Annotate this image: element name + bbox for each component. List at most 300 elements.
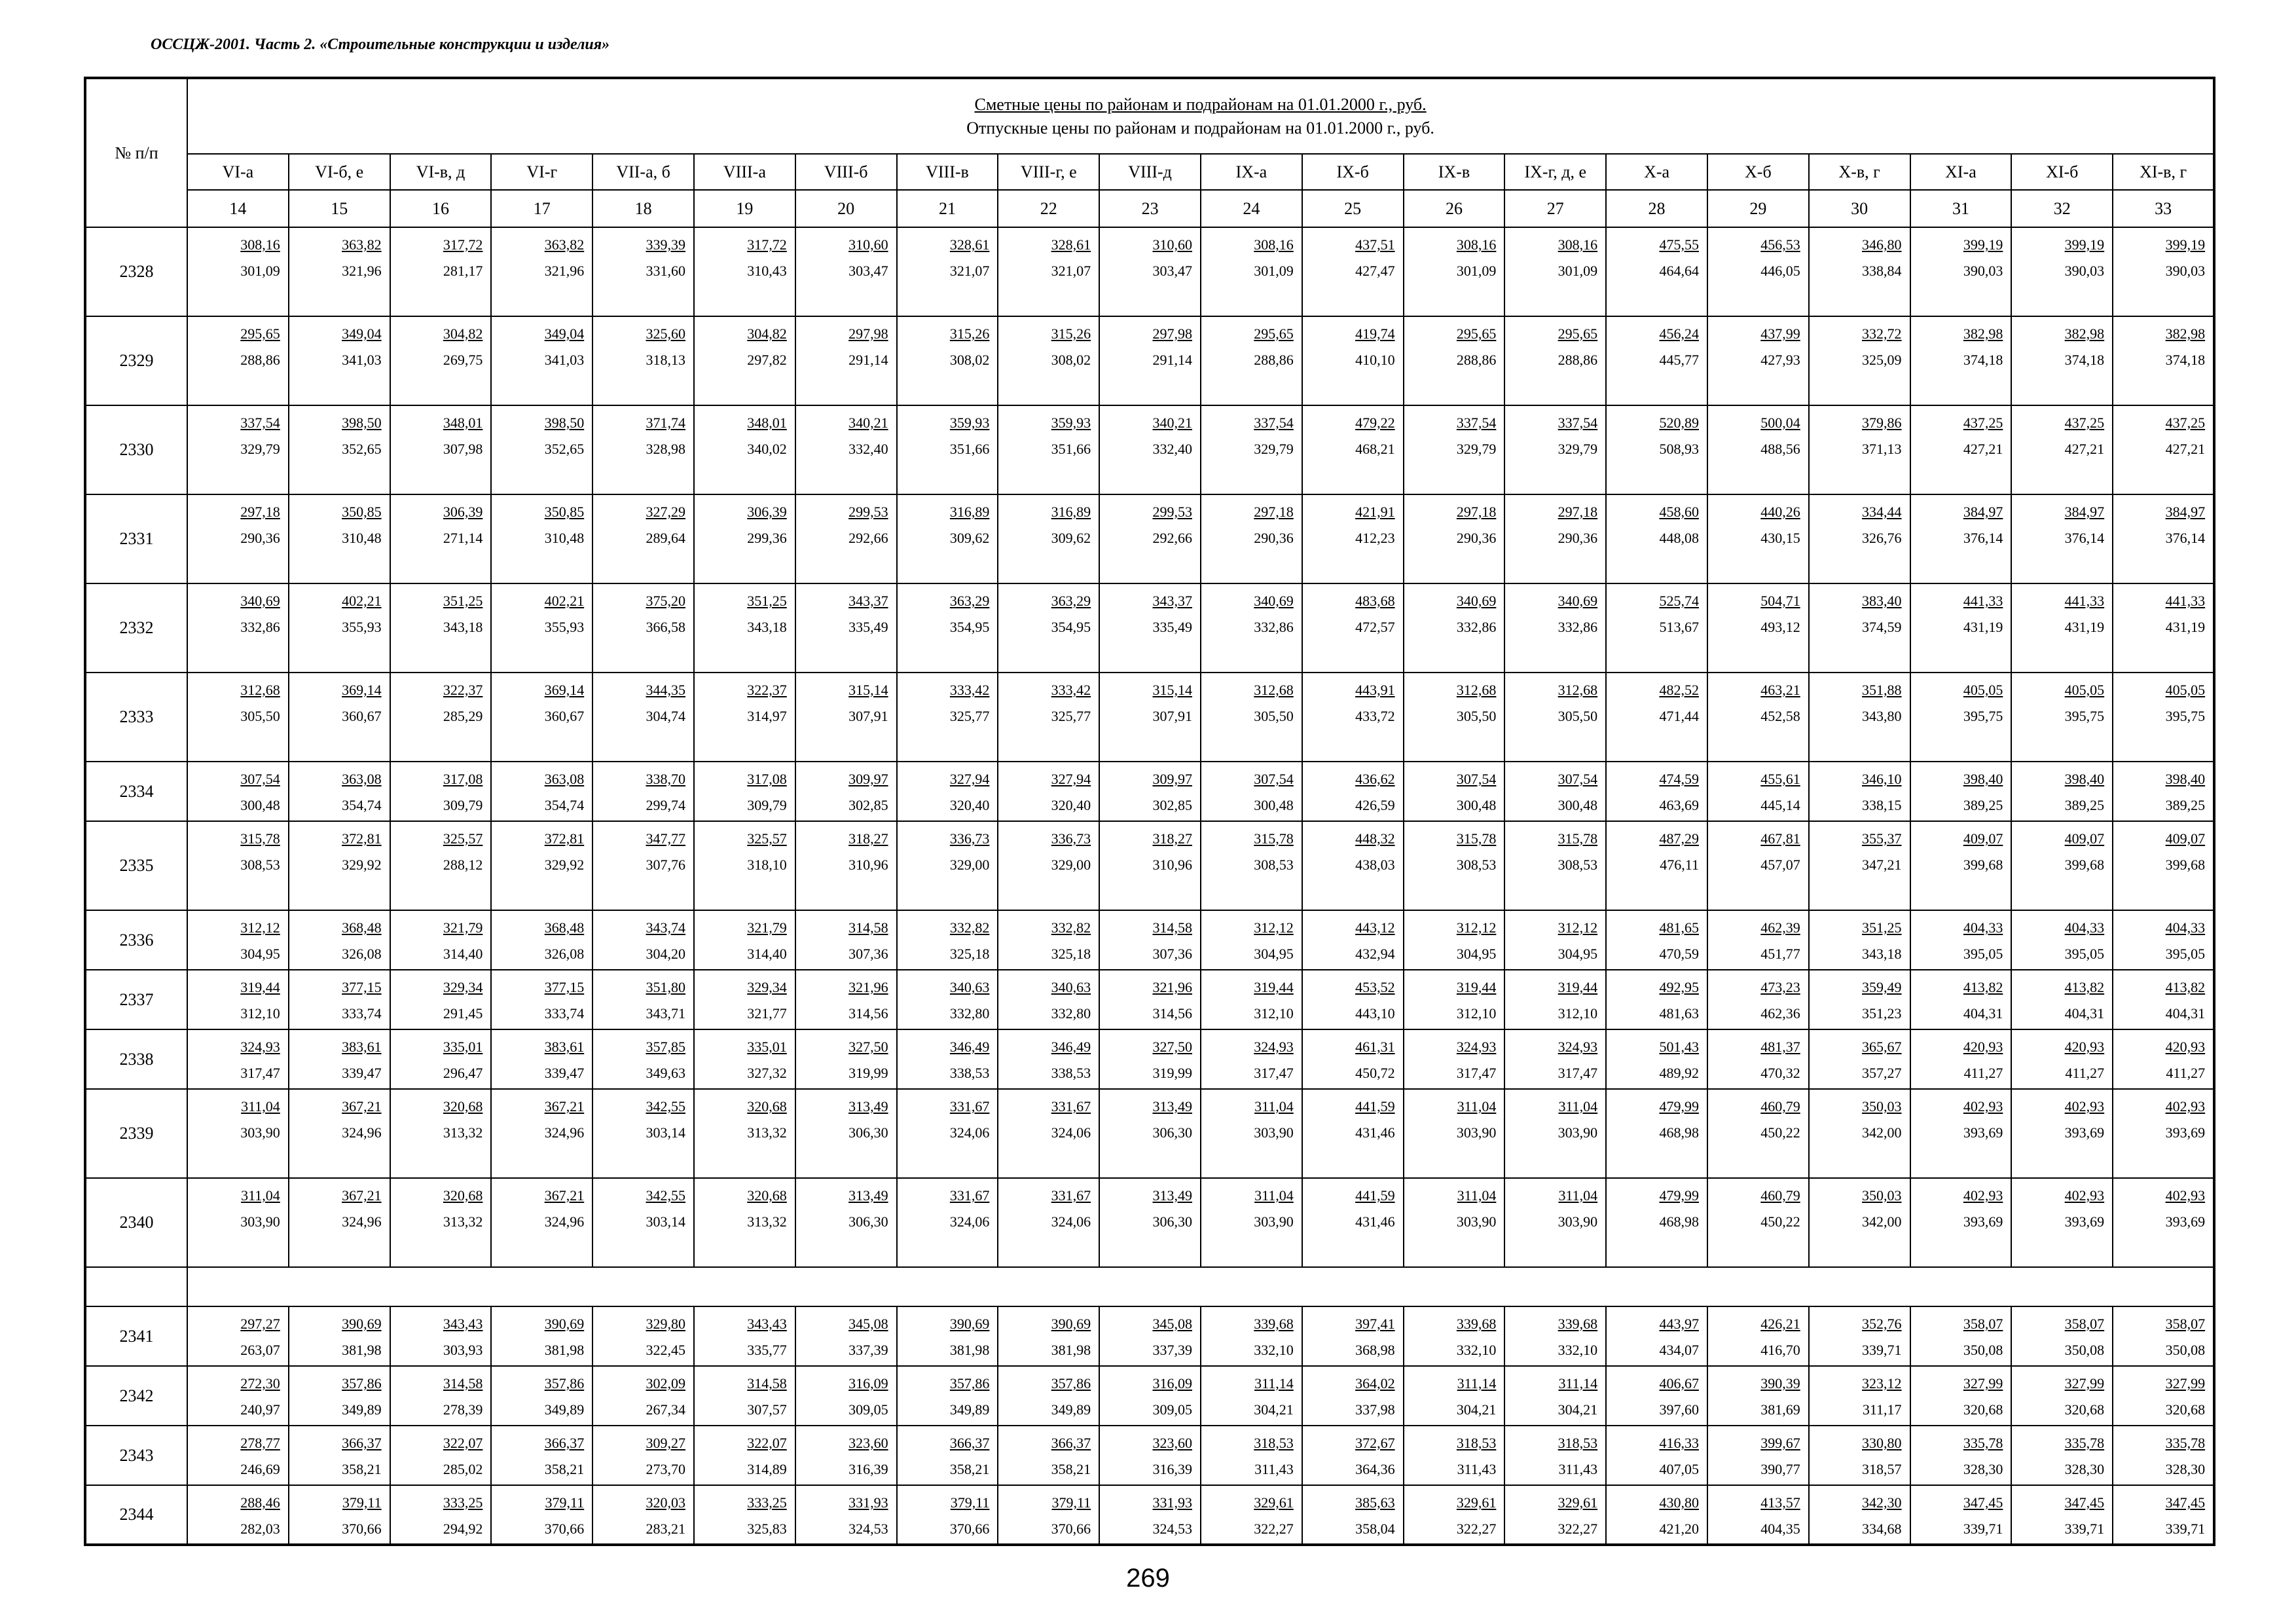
otp-price: 246,69 [240, 1461, 280, 1477]
smet-price: 437,99 [1760, 325, 1800, 342]
otp-price: 430,15 [1760, 530, 1800, 546]
price-cell [1201, 1485, 1302, 1545]
smet-price: 307,54 [1254, 771, 1294, 787]
smet-price: 318,53 [1558, 1435, 1598, 1451]
otp-price: 443,10 [1355, 1005, 1395, 1022]
smet-price: 302,09 [646, 1375, 685, 1392]
price-cell [1606, 583, 1707, 673]
price-cell [1099, 227, 1201, 316]
price-cell [2113, 673, 2214, 762]
district-header: IX-а [1201, 154, 1302, 190]
price-cell [2113, 1089, 2214, 1178]
price-cell [795, 227, 897, 316]
smet-price: 343,74 [646, 919, 685, 936]
price-cell [1910, 316, 2012, 405]
price-cell [2113, 1366, 2214, 1426]
otp-price: 350,08 [1963, 1342, 2003, 1358]
smet-price: 327,29 [646, 504, 685, 520]
otp-price: 332,10 [1254, 1342, 1294, 1358]
smet-price: 313,49 [1152, 1187, 1192, 1204]
smet-price: 311,14 [1254, 1375, 1294, 1392]
smet-price: 404,33 [2064, 919, 2105, 936]
otp-price: 310,48 [342, 530, 382, 546]
otp-price: 462,36 [1760, 1005, 1800, 1022]
smet-price: 329,80 [646, 1316, 685, 1332]
smet-price: 311,04 [241, 1098, 280, 1115]
otp-price: 302,85 [1152, 797, 1192, 813]
price-cell [1910, 821, 2012, 910]
smet-price: 448,32 [1355, 830, 1395, 847]
smet-price: 331,67 [1051, 1098, 1091, 1115]
otp-price: 308,53 [240, 857, 280, 873]
price-cell [1201, 673, 1302, 762]
price-cell [1201, 316, 1302, 405]
smet-price: 385,63 [1355, 1494, 1395, 1511]
smet-price: 311,04 [241, 1187, 280, 1204]
price-cell [1707, 494, 1809, 583]
smet-price: 320,68 [747, 1098, 787, 1115]
price-cell [998, 1426, 1099, 1485]
otp-price: 332,10 [1558, 1342, 1598, 1358]
otp-price: 329,79 [1558, 441, 1598, 457]
price-cell [390, 1366, 492, 1426]
otp-price: 446,05 [1760, 263, 1800, 279]
smet-price: 297,18 [240, 504, 280, 520]
price-cell [1099, 316, 1201, 405]
smet-price: 346,49 [1051, 1039, 1091, 1055]
smet-price: 346,10 [1862, 771, 1902, 787]
otp-price: 325,83 [747, 1521, 787, 1537]
price-cell [187, 910, 289, 970]
smet-price: 328,61 [1051, 236, 1091, 253]
smet-price: 314,58 [747, 1375, 787, 1392]
otp-price: 322,27 [1254, 1521, 1294, 1537]
otp-price: 407,05 [1659, 1461, 1699, 1477]
district-header: VIII-б [795, 154, 897, 190]
smet-price: 317,08 [747, 771, 787, 787]
smet-price: 379,11 [950, 1494, 990, 1511]
smet-price: 338,70 [646, 771, 685, 787]
otp-price: 339,71 [2165, 1521, 2206, 1537]
price-cell [289, 1178, 390, 1267]
smet-price: 363,29 [1051, 593, 1091, 609]
smet-price: 379,86 [1862, 415, 1902, 431]
row-number: 2342 [85, 1366, 187, 1426]
price-cell [187, 673, 289, 762]
smet-price: 272,30 [240, 1375, 280, 1392]
price-cell [694, 1366, 795, 1426]
row-number: 2331 [85, 494, 187, 583]
smet-price: 441,33 [2064, 593, 2105, 609]
price-cell [1302, 1029, 1404, 1089]
price-cell [795, 405, 897, 494]
price-cell [491, 673, 592, 762]
smet-price: 306,39 [747, 504, 787, 520]
price-cell [1504, 762, 1606, 821]
smet-price: 316,09 [1152, 1375, 1192, 1392]
smet-price: 402,93 [2165, 1098, 2206, 1115]
otp-price: 306,30 [848, 1213, 888, 1230]
price-cell [2011, 910, 2113, 970]
otp-price: 288,86 [1456, 352, 1497, 368]
price-cell [491, 227, 592, 316]
price-cell [998, 910, 1099, 970]
otp-price: 305,50 [1254, 708, 1294, 724]
smet-price: 343,43 [443, 1316, 483, 1332]
price-cell [1606, 1366, 1707, 1426]
price-cell [592, 583, 694, 673]
price-cell [2113, 1426, 2214, 1485]
price-cell [2113, 910, 2214, 970]
price-cell [694, 1426, 795, 1485]
otp-price: 303,90 [240, 1124, 280, 1141]
otp-price: 381,98 [949, 1342, 990, 1358]
otp-price: 313,32 [747, 1213, 787, 1230]
smet-price: 340,21 [1152, 415, 1192, 431]
row-number: 2332 [85, 583, 187, 673]
smet-price: 324,93 [1456, 1039, 1497, 1055]
otp-price: 349,89 [544, 1401, 585, 1418]
otp-price: 451,77 [1760, 946, 1800, 962]
smet-price: 372,67 [1355, 1435, 1395, 1451]
row-number: 2340 [85, 1178, 187, 1267]
smet-price: 349,04 [544, 325, 585, 342]
smet-price: 384,97 [1963, 504, 2003, 520]
otp-price: 343,18 [443, 619, 483, 635]
otp-price: 374,18 [2165, 352, 2206, 368]
smet-price: 325,60 [646, 325, 685, 342]
smet-price: 297,18 [1254, 504, 1294, 520]
price-cell [289, 821, 390, 910]
otp-price: 313,32 [443, 1124, 483, 1141]
price-cell [1504, 1366, 1606, 1426]
otp-price: 404,31 [1963, 1005, 2003, 1022]
price-cell [592, 762, 694, 821]
price-cell [1910, 673, 2012, 762]
otp-price: 303,90 [1254, 1213, 1294, 1230]
price-cell [1910, 227, 2012, 316]
price-cell [1606, 1029, 1707, 1089]
smet-price: 331,67 [949, 1187, 990, 1204]
smet-price: 323,60 [1152, 1435, 1192, 1451]
price-cell [1404, 316, 1505, 405]
otp-price: 302,85 [848, 797, 888, 813]
otp-price: 303,90 [1558, 1124, 1598, 1141]
otp-price: 427,21 [1963, 441, 2003, 457]
smet-price: 333,25 [747, 1494, 787, 1511]
otp-price: 290,36 [1456, 530, 1497, 546]
price-cell [187, 1089, 289, 1178]
otp-price: 303,90 [1456, 1124, 1497, 1141]
row-number: 2338 [85, 1029, 187, 1089]
smet-price: 336,73 [949, 830, 990, 847]
smet-price: 321,96 [848, 979, 888, 995]
price-cell [998, 673, 1099, 762]
price-cell [2113, 1485, 2214, 1545]
smet-price: 363,82 [342, 236, 382, 253]
price-cell [897, 1089, 998, 1178]
price-cell [1201, 405, 1302, 494]
smet-price: 347,45 [2064, 1494, 2105, 1511]
price-cell [998, 494, 1099, 583]
table-row [85, 970, 2214, 1029]
otp-price: 395,75 [2165, 708, 2206, 724]
price-cell [1404, 910, 1505, 970]
smet-price: 369,14 [544, 682, 585, 698]
price-cell [1606, 1178, 1707, 1267]
price-cell [1707, 405, 1809, 494]
district-header: X-б [1707, 154, 1809, 190]
otp-price: 300,48 [1456, 797, 1497, 813]
otp-price: 328,30 [1963, 1461, 2003, 1477]
price-cell [187, 227, 289, 316]
price-cell [1302, 673, 1404, 762]
otp-price: 513,67 [1659, 619, 1699, 635]
otp-price: 308,02 [1051, 352, 1091, 368]
otp-price: 332,10 [1456, 1342, 1497, 1358]
price-cell [897, 316, 998, 405]
price-cell [897, 1426, 998, 1485]
smet-price: 316,09 [848, 1375, 888, 1392]
price-cell [1099, 1089, 1201, 1178]
otp-price: 337,39 [1152, 1342, 1192, 1358]
price-cell [998, 762, 1099, 821]
price-cell [289, 583, 390, 673]
otp-price: 305,50 [1558, 708, 1598, 724]
price-cell [795, 1426, 897, 1485]
otp-price: 349,89 [1051, 1401, 1091, 1418]
smet-price: 483,68 [1355, 593, 1395, 609]
price-cell [1606, 494, 1707, 583]
otp-price: 306,30 [848, 1124, 888, 1141]
otp-price: 321,07 [949, 263, 990, 279]
otp-price: 433,72 [1355, 708, 1395, 724]
price-cell [998, 821, 1099, 910]
otp-price: 393,69 [2064, 1124, 2105, 1141]
otp-price: 358,04 [1355, 1521, 1395, 1537]
price-cell [694, 1178, 795, 1267]
price-cell [1201, 762, 1302, 821]
smet-price: 358,07 [2165, 1316, 2206, 1332]
otp-price: 351,23 [1862, 1005, 1902, 1022]
price-cell [390, 1426, 492, 1485]
smet-price: 398,40 [1963, 771, 2003, 787]
price-cell [1606, 1485, 1707, 1545]
smet-price: 313,49 [848, 1187, 888, 1204]
otp-price: 404,31 [2165, 1005, 2206, 1022]
price-cell [1606, 316, 1707, 405]
price-cell [1504, 1306, 1606, 1366]
price-cell [694, 1089, 795, 1178]
smet-price: 345,08 [1152, 1316, 1192, 1332]
column-number: 33 [2113, 190, 2214, 227]
price-cell [1504, 405, 1606, 494]
otp-price: 470,32 [1760, 1065, 1800, 1081]
otp-price: 389,25 [2165, 797, 2206, 813]
price-cell [390, 227, 492, 316]
smet-price: 402,21 [342, 593, 382, 609]
smet-price: 413,82 [1963, 979, 2003, 995]
smet-price: 315,78 [1254, 830, 1294, 847]
otp-price: 339,47 [544, 1065, 585, 1081]
column-number: 30 [1809, 190, 1910, 227]
price-cell [1099, 1366, 1201, 1426]
price-cell [998, 970, 1099, 1029]
smet-price: 312,68 [1254, 682, 1294, 698]
otp-price: 350,08 [2064, 1342, 2105, 1358]
smet-price: 335,78 [2064, 1435, 2105, 1451]
otp-price: 370,66 [1051, 1521, 1091, 1537]
price-cell [1504, 316, 1606, 405]
smet-price: 313,49 [848, 1098, 888, 1115]
price-cell [1809, 583, 1910, 673]
smet-price: 297,18 [1456, 504, 1497, 520]
smet-price: 384,97 [2165, 504, 2206, 520]
table-row [85, 1366, 2214, 1426]
otp-price: 329,79 [240, 441, 280, 457]
smet-price: 520,89 [1659, 415, 1699, 431]
smet-price: 312,68 [1456, 682, 1497, 698]
price-cell [694, 316, 795, 405]
smet-price: 344,35 [646, 682, 685, 698]
smet-price: 358,07 [1963, 1316, 2003, 1332]
price-cell [491, 970, 592, 1029]
price-cell [1707, 1178, 1809, 1267]
otp-price: 339,71 [2064, 1521, 2105, 1537]
smet-price: 479,99 [1659, 1187, 1699, 1204]
price-cell [694, 673, 795, 762]
smet-price: 309,97 [848, 771, 888, 787]
district-header: X-в, г [1809, 154, 1910, 190]
smet-price: 460,79 [1760, 1187, 1800, 1204]
price-cell [1606, 762, 1707, 821]
otp-price: 278,39 [443, 1401, 483, 1418]
price-cell [1809, 1366, 1910, 1426]
smet-price: 367,21 [544, 1098, 585, 1115]
price-cell [1606, 821, 1707, 910]
otp-price: 324,96 [544, 1124, 585, 1141]
smet-price: 320,68 [443, 1187, 483, 1204]
otp-price: 332,40 [848, 441, 888, 457]
smet-price: 317,08 [443, 771, 483, 787]
smet-price: 320,68 [443, 1098, 483, 1115]
table-row [85, 1306, 2214, 1366]
smet-price: 295,65 [240, 325, 280, 342]
smet-price: 421,91 [1355, 504, 1395, 520]
price-cell [897, 970, 998, 1029]
otp-price: 309,62 [1051, 530, 1091, 546]
otp-price: 304,95 [240, 946, 280, 962]
price-cell [1809, 1485, 1910, 1545]
smet-price: 436,62 [1355, 771, 1395, 787]
price-cell [998, 583, 1099, 673]
smet-price: 474,59 [1659, 771, 1699, 787]
smet-price: 363,82 [544, 236, 585, 253]
otp-price: 343,18 [1862, 946, 1902, 962]
row-number: 2339 [85, 1089, 187, 1178]
price-cell [1809, 405, 1910, 494]
smet-price: 357,86 [1051, 1375, 1091, 1392]
smet-price: 419,74 [1355, 325, 1395, 342]
otp-price: 300,48 [1254, 797, 1294, 813]
smet-price: 315,78 [1456, 830, 1497, 847]
otp-price: 397,60 [1659, 1401, 1699, 1418]
otp-price: 312,10 [1456, 1005, 1497, 1022]
price-cell [1302, 316, 1404, 405]
smet-price: 399,19 [2165, 236, 2206, 253]
table-row [85, 673, 2214, 762]
price-cell [897, 762, 998, 821]
smet-price: 335,01 [747, 1039, 787, 1055]
price-cell [491, 821, 592, 910]
otp-price: 240,97 [240, 1401, 280, 1418]
otp-price: 290,36 [240, 530, 280, 546]
price-cell [897, 405, 998, 494]
price-cell [592, 821, 694, 910]
smet-price: 329,34 [747, 979, 787, 995]
smet-price: 304,82 [443, 325, 483, 342]
smet-price: 340,21 [848, 415, 888, 431]
price-cell [1302, 1485, 1404, 1545]
smet-price: 317,72 [747, 236, 787, 253]
column-number: 21 [897, 190, 998, 227]
smet-price: 337,54 [240, 415, 280, 431]
smet-price: 351,25 [747, 593, 787, 609]
smet-price: 365,67 [1862, 1039, 1902, 1055]
price-cell [1809, 316, 1910, 405]
price-cell [1606, 970, 1707, 1029]
otp-price: 325,09 [1862, 352, 1902, 368]
price-cell [1099, 970, 1201, 1029]
otp-price: 427,93 [1760, 352, 1800, 368]
smet-price: 278,77 [240, 1435, 280, 1451]
price-cell [795, 910, 897, 970]
otp-price: 434,07 [1659, 1342, 1699, 1358]
table-row [85, 1426, 2214, 1485]
smet-price: 441,59 [1355, 1187, 1395, 1204]
price-cell [592, 1029, 694, 1089]
price-cell [1302, 762, 1404, 821]
price-cell [1910, 405, 2012, 494]
price-cell [1302, 1089, 1404, 1178]
otp-price: 332,86 [1558, 619, 1598, 635]
smet-price: 323,60 [848, 1435, 888, 1451]
price-cell [1707, 583, 1809, 673]
otp-price: 338,84 [1862, 263, 1902, 279]
otp-price: 331,60 [646, 263, 685, 279]
otp-price: 393,69 [2165, 1124, 2206, 1141]
smet-price: 306,39 [443, 504, 483, 520]
otp-price: 267,34 [646, 1401, 685, 1418]
otp-price: 317,47 [1456, 1065, 1497, 1081]
price-cell [2113, 405, 2214, 494]
district-header: VII-а, б [592, 154, 694, 190]
smet-price: 351,80 [646, 979, 685, 995]
price-cell [1606, 1426, 1707, 1485]
otp-price: 410,10 [1355, 352, 1395, 368]
otp-price: 303,14 [646, 1124, 685, 1141]
smet-price: 441,33 [1963, 593, 2003, 609]
otp-price: 335,77 [747, 1342, 787, 1358]
otp-price: 366,58 [646, 619, 685, 635]
column-number: 16 [390, 190, 492, 227]
smet-price: 440,26 [1760, 504, 1800, 520]
otp-price: 399,68 [1963, 857, 2003, 873]
otp-price: 427,21 [2165, 441, 2206, 457]
smet-price: 458,60 [1659, 504, 1699, 520]
smet-price: 315,26 [949, 325, 990, 342]
otp-price: 297,82 [747, 352, 787, 368]
